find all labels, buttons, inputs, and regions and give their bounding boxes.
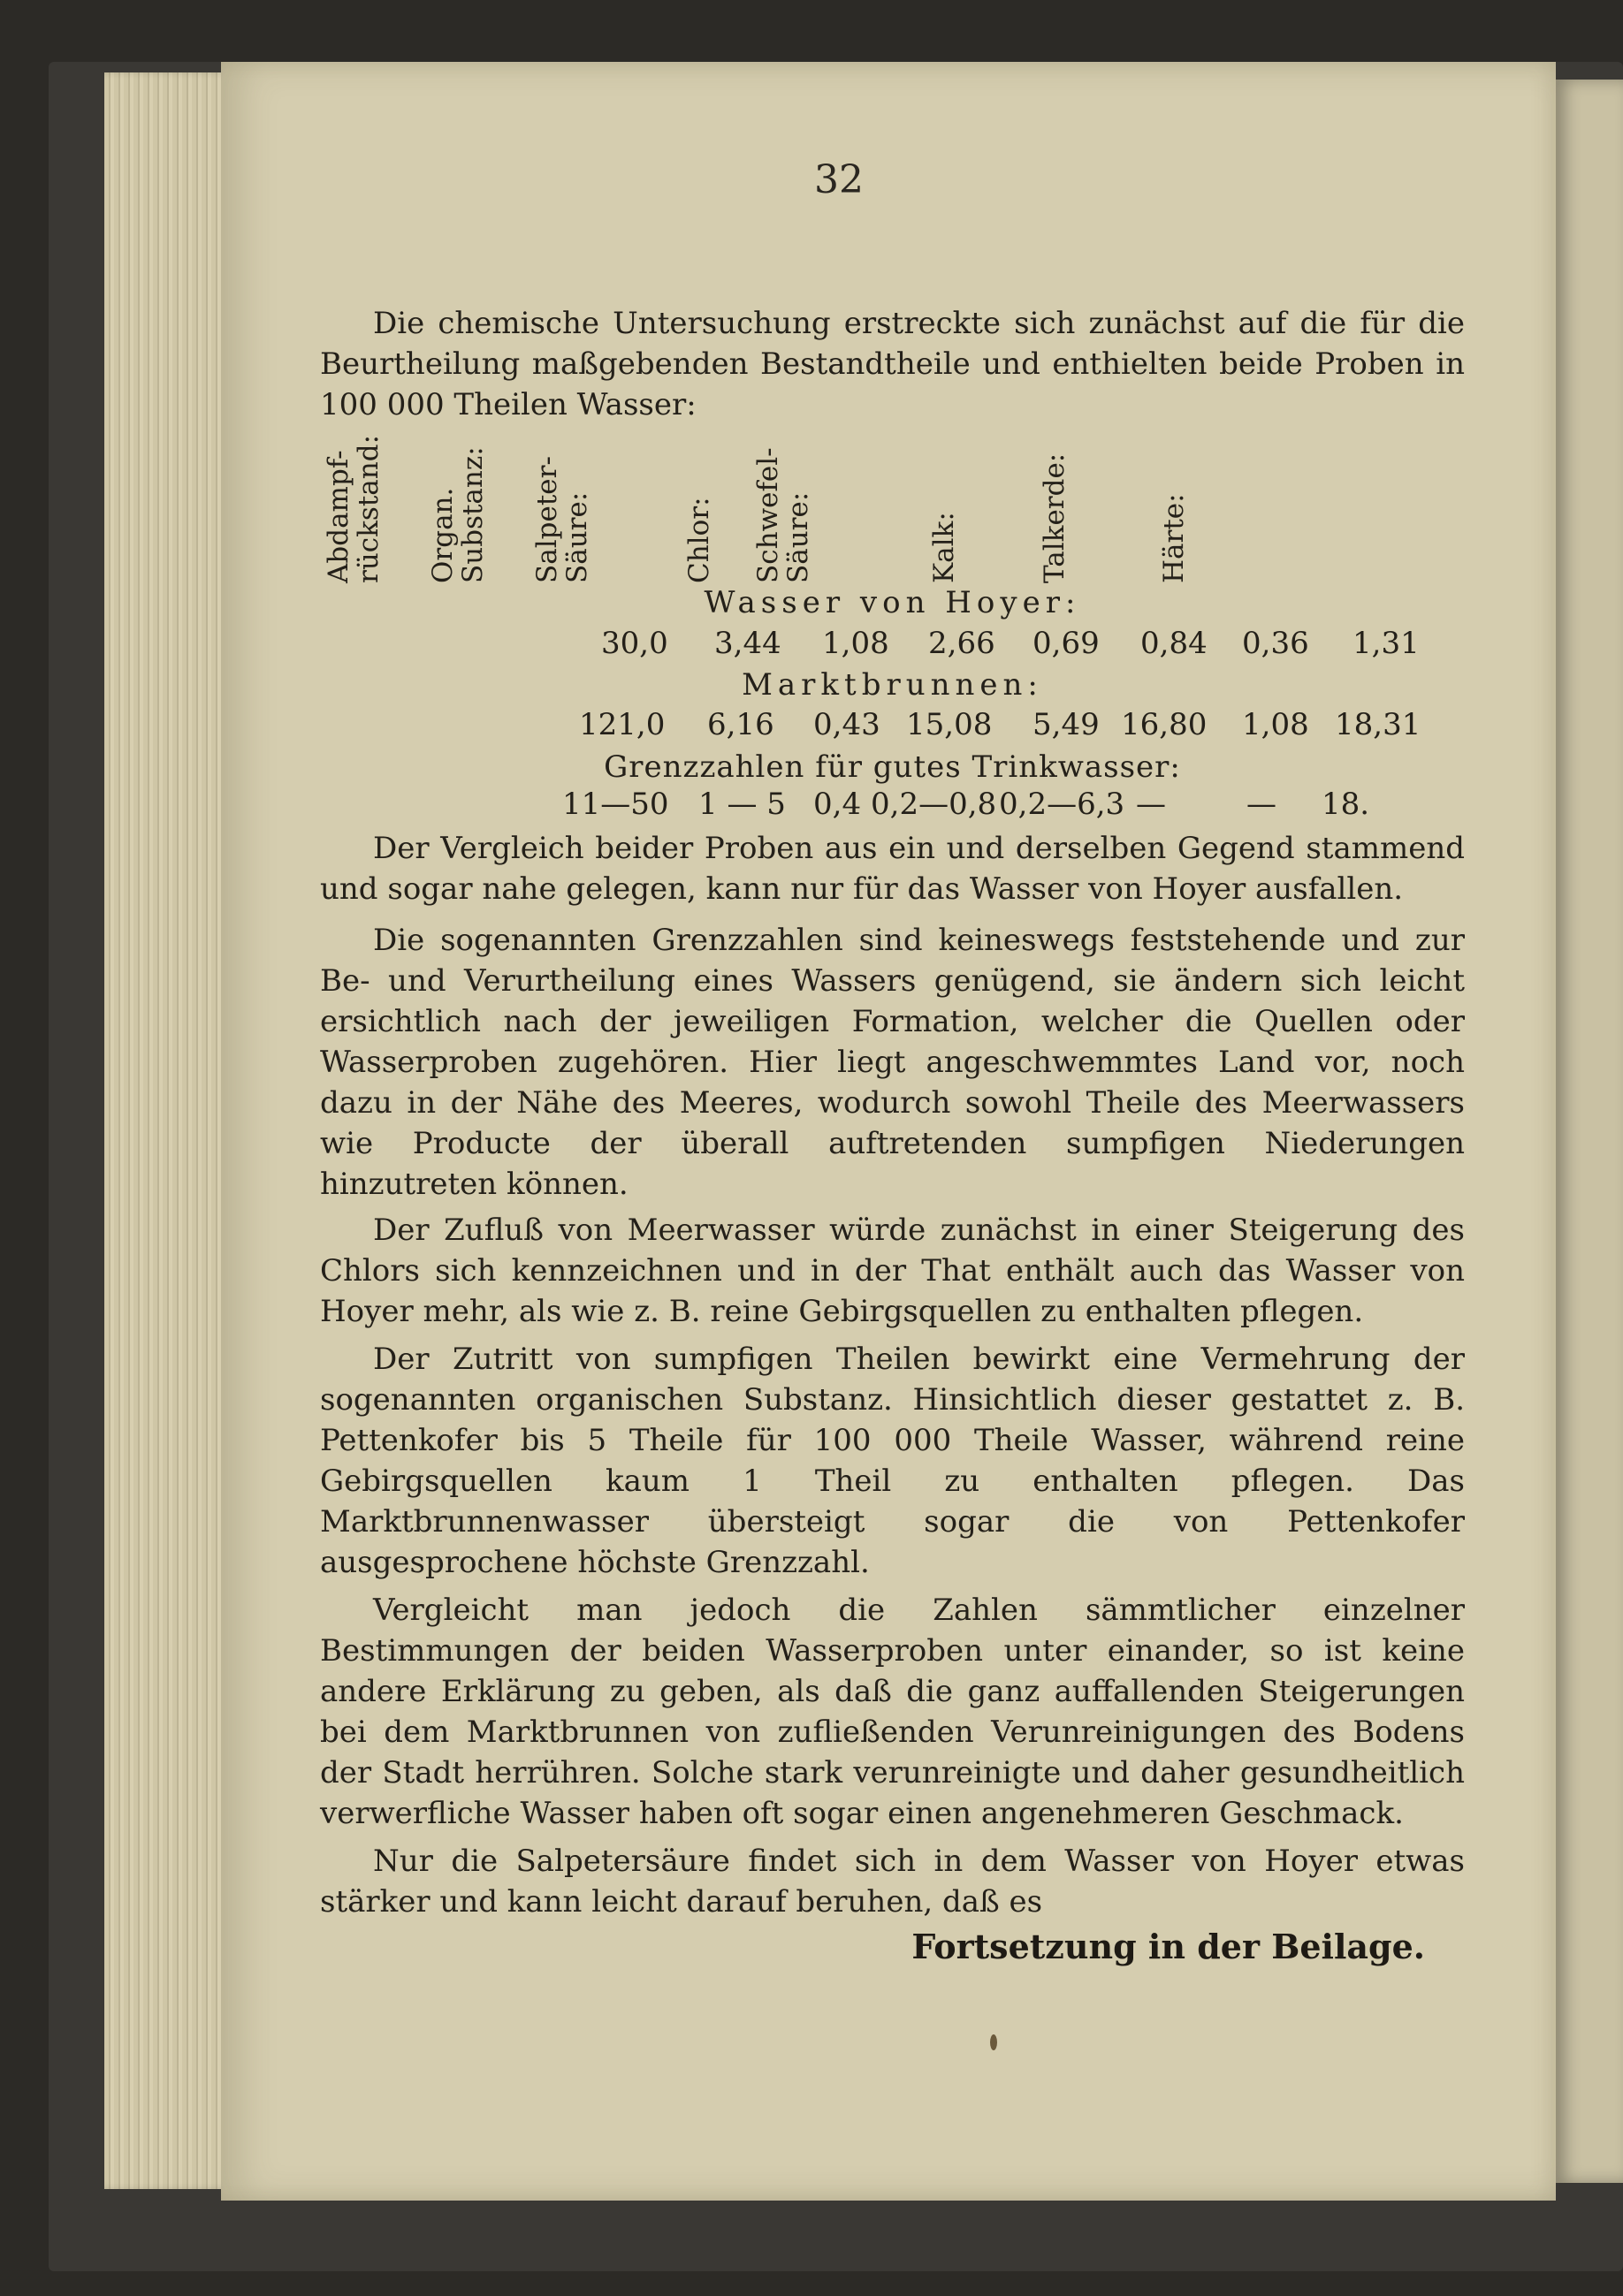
table-cell: 15,08 (906, 707, 993, 742)
table-cell: 11—50 (562, 787, 669, 822)
table-cell: 2,66 (928, 626, 995, 661)
paragraph: Der Zufluß von Meerwasser würde zunächst in einer Steigerung des Chlors sich kennzeichnen und in der That enthält auch das Wasser von Hoyer mehr, als wie z. B. reine Gebirgsquellen zu enthalten pflegen. (320, 1213, 1465, 1329)
intro-paragraph (320, 303, 1465, 425)
table-cell: 121,0 (579, 707, 666, 742)
paragraph: Vergleicht man jedoch die Zahlen sämmtlicher einzelner Bestimmungen der beiden Wasserproben unter einander, so ist keine andere Erklärung zu geben, als daß die ganz auffallenden Steigerungen bei dem Marktbrunnen von zufließenden Verunreinigungen des Bodens der Stadt herrühren. Solche stark verunreinigte und daher gesundheitlich verwerfliche Wasser haben oft sogar einen angenehmeren Geschmack. (320, 1593, 1465, 1831)
table-row (0, 787, 1623, 825)
page-number: 32 (814, 157, 864, 202)
header-haerte: Härte: (1158, 493, 1190, 583)
section-title-marktbrunnen: Marktbrunnen: (742, 667, 1043, 703)
ink-spot (990, 2034, 997, 2050)
header-abdampfrueckstand: Abdampf- rückstand: (323, 434, 385, 583)
table-cell: 0,43 (813, 707, 880, 742)
table-cell: 0,36 (1242, 626, 1309, 661)
table-cell: 0,2—6,3 (999, 787, 1125, 822)
intro-text: Die chemische Untersuchung erstreckte sich zunächst auf die für die Beurtheilung maßgebenden Bestandtheile und enthielten beide Proben in 100 000 Theilen Wasser: (320, 306, 1465, 422)
section-title-grenzzahlen: Grenzzahlen für gutes Trinkwasser: (604, 749, 1181, 785)
table-row (0, 626, 1623, 665)
paragraph: Der Zutritt von sumpfigen Theilen bewirkt eine Vermehrung der sogenannten organischen Substanz. Hinsichtlich dieser gestattet z. B. Pettenkofer bis 5 Theile für 100 000 Theile Wasser, während reine Gebirgsquellen kaum 1 Theil zu enthalten pflegen. Das Marktbrunnenwasser übersteigt sogar die von Pettenkofer ausgesprochene höchste Grenzzahl. (320, 1342, 1465, 1580)
table-cell: — (1246, 787, 1276, 822)
table-cell: 18,31 (1335, 707, 1421, 742)
table-cell: 1 — 5 (698, 787, 786, 822)
table-cell: 0,2—0,8 (871, 787, 997, 822)
continuation-note: Fortsetzung in der Beilage. (911, 1927, 1425, 1966)
table-cell: 1,08 (1242, 707, 1309, 742)
header-schwefelsaeure: Schwefel- Säure: (752, 447, 814, 583)
table-cell: 0,69 (1032, 626, 1100, 661)
body-text (320, 828, 1465, 1922)
table-cell: 1,08 (822, 626, 889, 661)
table-cell: — (1136, 787, 1166, 822)
table-headers (323, 415, 1397, 583)
table-cell: 1,31 (1352, 626, 1420, 661)
header-chlor: Chlor: (683, 497, 715, 583)
page-edges (104, 72, 237, 2189)
facing-page-edge (1556, 80, 1623, 2183)
table-cell: 0,84 (1140, 626, 1208, 661)
table-cell: 16,80 (1121, 707, 1208, 742)
paragraph: Der Vergleich beider Proben aus ein und derselben Gegend stammend und sogar nahe gelegen, kann nur für das Wasser von Hoyer ausfallen. (320, 831, 1465, 907)
header-kalk: Kalk: (928, 512, 960, 583)
header-organ-substanz: Organ. Substanz: (427, 446, 489, 583)
header-talkerde: Talkerde: (1039, 452, 1071, 583)
table-row (0, 707, 1623, 746)
table-cell: 3,44 (714, 626, 781, 661)
header-salpetersaeure: Salpeter- Säure: (531, 456, 593, 583)
paragraph: Die sogenannten Grenzzahlen sind keineswegs feststehende und zur Be- und Verurtheilung eines Wassers genügend, sie ändern sich leicht ersichtlich nach der jeweiligen Formation, welcher die Quellen oder Wasserproben zugehören. Hier liegt angeschwemmtes Land vor, noch dazu in der Nähe des Meeres, wodurch sowohl Theile des Meerwassers wie Producte der überall auftretenden sumpfigen Niederungen hinzutreten können. (320, 923, 1465, 1202)
table-cell: 18. (1322, 787, 1370, 822)
table-cell: 6,16 (707, 707, 774, 742)
table-cell: 30,0 (601, 626, 668, 661)
table-cell: 0,4 (813, 787, 862, 822)
paragraph: Nur die Salpetersäure findet sich in dem Wasser von Hoyer etwas stärker und kann leicht darauf beruhen, daß es (320, 1844, 1465, 1920)
table-cell: 5,49 (1032, 707, 1100, 742)
section-title-hoyer: Wasser von Hoyer: (704, 585, 1081, 620)
